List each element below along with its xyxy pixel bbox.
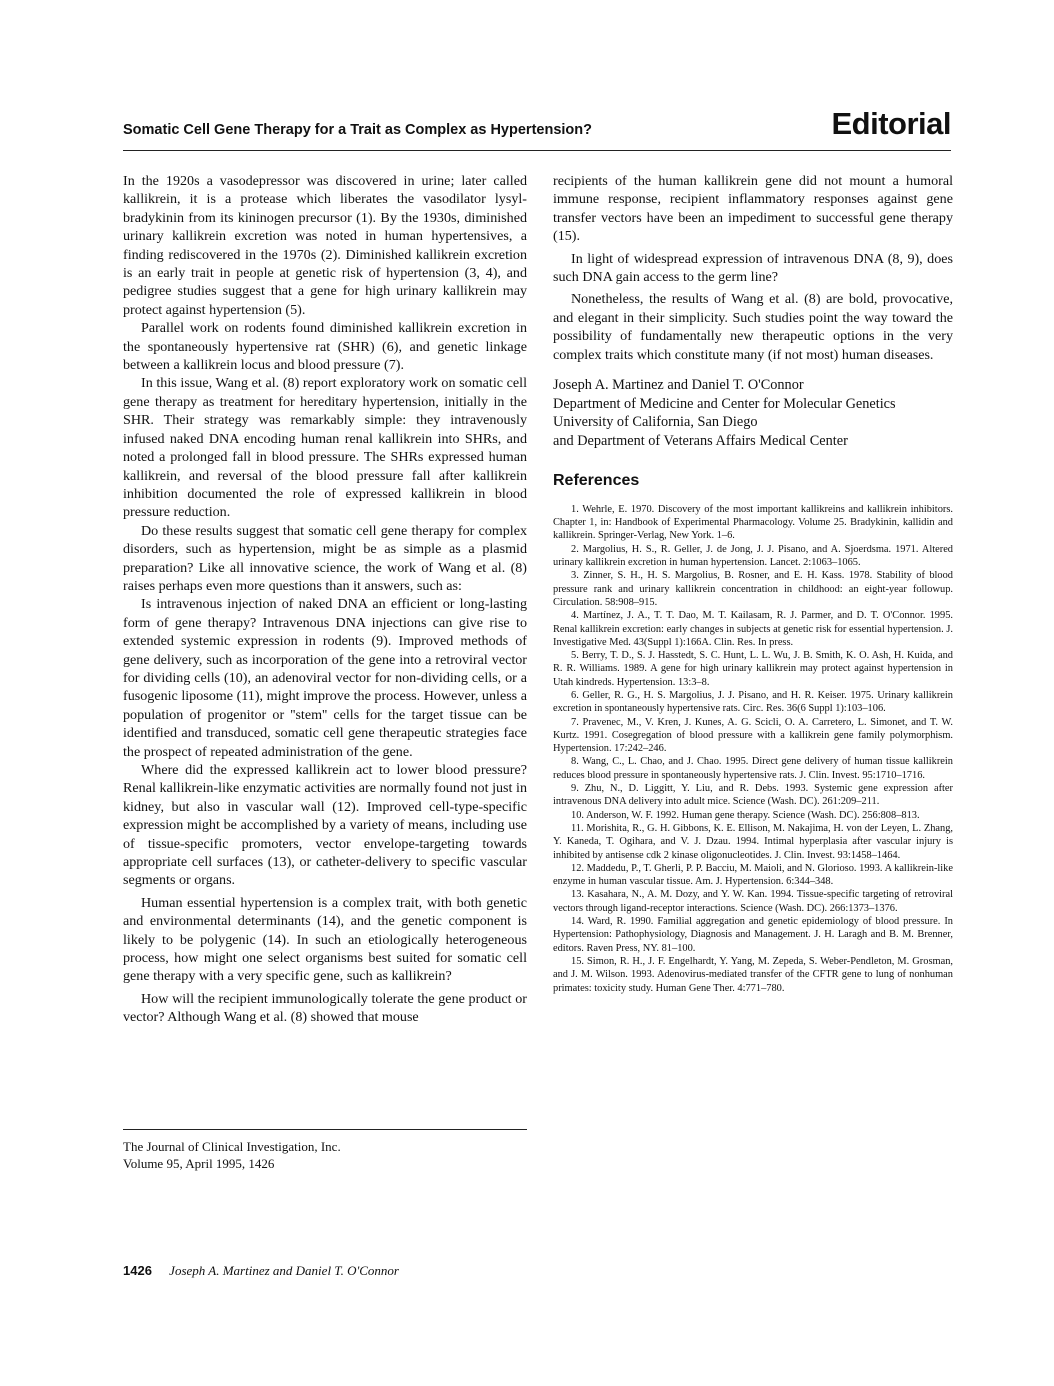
journal-name: The Journal of Clinical Investigation, Inc.	[123, 1139, 341, 1154]
header-rule	[123, 150, 951, 151]
reference-item: 6. Geller, R. G., H. S. Margolius, J. J. Pisano, and H. R. Keiser. 1975. Urinary kallikrein excretion in spontaneously hypertensive rats. Circ. Res. 36(6 Suppl 1):103–106.	[553, 690, 953, 715]
affiliation-line: Department of Medicine and Center for Molecular Genetics	[553, 395, 896, 412]
footnote-rule	[123, 1129, 527, 1130]
journal-volume: Volume 95, April 1995, 1426	[123, 1156, 275, 1171]
reference-item: 1. Wehrle, E. 1970. Discovery of the most important kallikreins and kallikrein inhibitors. Chapter 1, in: Handbook of Experimental Pharmacology. Volume 25. Bradykinin, kallidin and kallikrein. Springer-Verlag, New York. 1–6.	[553, 503, 953, 542]
reference-item: 10. Anderson, W. F. 1992. Human gene therapy. Science (Wash. DC). 256:808–813.	[571, 809, 920, 821]
reference-item: 4. Martínez, J. A., T. T. Dao, M. T. Kailasam, R. J. Parmer, and D. T. O'Connor. 1995. Renal kallikrein excretion: early changes in subjects at genetic risk for essential hypertension. J. Investigative Med. 43(Suppl 1):166A. Clin. Res. In press.	[553, 610, 953, 648]
body-paragraph: In this issue, Wang et al. (8) report exploratory work on somatic cell gene therapy as treatment for hereditary hypertension, initially in the SHR. Their strategy was remarkably simple: they intravenously infused naked DNA encoding human renal kallikrein into SHRs, and noted a prolonged fall in blood pressure. The SHRs expressed human kallikrein, and reversal of the blood pressure fall after kallikrein inhibition documented the role of expressed kallikrein in blood pressure reduction.	[123, 375, 527, 521]
body-paragraph: In the 1920s a vasodepressor was discovered in urine; later called kallikrein, it is a protease which liberates the vasodilator lysyl-bradykinin from its kininogen precursor (1). By the 1930s, diminished urinary kallikrein excretion was noted in human hypertensives, a finding rediscovered in the 1970s (2). Diminished kallikrein excretion is an early trait in people at genetic risk of hypertension (3, 4), and pedigree studies suggest that a gene for high urinary kallikrein may protect against hypertension (5).	[123, 173, 527, 318]
affiliation-line: University of California, San Diego	[553, 414, 758, 431]
body-paragraph: How will the recipient immunologically tolerate the gene product or vector? Although Wang et al. (8) showed that mouse	[123, 990, 527, 1026]
body-paragraph: Do these results suggest that somatic cell gene therapy for complex disorders, such as hypertension, might be as simple as a plasmid preparation? Like all innovative science, the work of Wang et al. (8) raises perhaps even more questions than it answers, such as:	[123, 522, 527, 594]
page-number: 1426	[123, 1263, 152, 1278]
body-paragraph: Is intravenous injection of naked DNA an efficient or long-lasting form of gene therapy? Intravenous DNA injections can give rise to extended systemic expression in rodents (9). Improved methods of gene delivery, such as incorporation of the gene into a retroviral vector for dividing cells (10), an adenoviral vector for non-dividing cells, or a fusogenic liposome (11), might improve the process. However, unless a population of progenitor or ''stem'' cells for the target tissue can be identified and transduced, somatic cell gene therapeutic strategies face the prospect of repeated administration of the gene.	[123, 596, 527, 760]
reference-item: 15. Simon, R. H., J. F. Engelhardt, Y. Yang, M. Zepeda, S. Weber-Pendleton, M. Grosman, and J. M. Wilson. 1993. Adenovirus-mediated transfer of the CFTR gene to lung of nonhuman primates: toxicity study. Human Gene Ther. 4:771–780.	[553, 955, 953, 994]
references-heading: References	[553, 472, 640, 490]
body-paragraph: recipients of the human kallikrein gene did not mount a humoral immune response, recipient inflammatory responses against gene transfer vectors have been an impediment to successful gene therapy (15).	[553, 173, 953, 245]
author-signature	[553, 376, 953, 450]
body-paragraph: Human essential hypertension is a complex trait, with both genetic and environmental determinants (14), and the genetic component is likely to be polygenic (14). In such an etiologically heterogeneous process, how might one select organisms best suited for somatic cell gene therapy with a very specific gene, such as kallikrein?	[123, 894, 527, 985]
author-names: Joseph A. Martinez and Daniel T. O'Connor	[553, 377, 804, 394]
reference-item: 13. Kasahara, N., A. M. Dozy, and Y. W. Kan. 1994. Tissue-specific targeting of retroviral vectors through ligand-receptor interactions. Science (Wash. DC). 266:1373–1376.	[553, 889, 953, 914]
journal-info	[123, 1138, 341, 1172]
footer-authors: Joseph A. Martinez and Daniel T. O'Connor	[169, 1263, 399, 1278]
reference-item: 9. Zhu, N., D. Liggitt, Y. Liu, and R. Debs. 1993. Systemic gene expression after intravenous DNA delivery into adult mice. Science (Wash. DC). 261:209–211.	[553, 783, 953, 808]
reference-item: 7. Pravenec, M., V. Kren, J. Kunes, A. G. Scicli, O. A. Carretero, L. Simonet, and T. W. Kurtz. 1991. Cosegregation of blood pressure with a kallikrein gene family polymorphism. Hypertension. 17:242–246.	[553, 716, 953, 755]
reference-item: 8. Wang, C., L. Chao, and J. Chao. 1995. Direct gene delivery of human tissue kallikrein reduces blood pressure in spontaneously hypertensive rats. J. Clin. Invest. 95:1710–1716.	[553, 756, 953, 781]
body-paragraph: Parallel work on rodents found diminished kallikrein excretion in the spontaneously hypertensive rat (SHR) (6), and genetic linkage between a kallikrein locus and blood pressure (7).	[123, 320, 527, 374]
section-label: Editorial	[831, 106, 951, 141]
body-paragraph: Where did the expressed kallikrein act to lower blood pressure? Renal kallikrein-like enzymatic activities are normally found not just in kidney, but also in vascular wall (12). Improved cell-type-specific expression might be accomplished by a variety of means, including use of tissue-specific promoters, vector envelope-targeting towards appropriate cell surfaces (13), or catheter-delivery to specific vascular segments or organs.	[123, 762, 527, 889]
body-paragraph: In light of widespread expression of intravenous DNA (8, 9), does such DNA gain access to the germ line?	[553, 250, 953, 286]
reference-item: 3. Zinner, S. H., H. S. Margolius, B. Rosner, and E. H. Kass. 1978. Stability of blood pressure rank and urinary kallikrein concentration in childhood: an eight-year followup. Circulation. 58:908–915.	[553, 570, 953, 608]
reference-item: 11. Morishita, R., G. H. Gibbons, K. E. Ellison, M. Nakajima, H. von der Leyen, L. Zhang, Y. Kaneda, T. Ogihara, and V. J. Dzau. 1994. Intimal hyperplasia after vascular injury is inhibited by antisense cdk 2 kinase oligonucleotides. J. Clin. Invest. 93:1458–1464.	[553, 822, 953, 861]
reference-item: 14. Ward, R. 1990. Familial aggregation and genetic epidemiology of blood pressure. In Hypertension: Pathophysiology, Diagnosis and Management. J. H. Laragh and B. M. Brenner, editors. Raven Press, NY. 81–100.	[553, 916, 953, 954]
reference-list	[553, 503, 953, 995]
reference-item: 12. Maddedu, P., T. Gherli, P. P. Bacciu, M. Maioli, and N. Glorioso. 1993. A kallikrein-like enzyme in human vascular tissue. Am. J. Hypertension. 6:344–348.	[553, 862, 953, 888]
running-header	[123, 102, 951, 142]
left-column	[123, 172, 527, 1027]
affiliation-line: and Department of Veterans Affairs Medical Center	[553, 432, 848, 449]
page-footer	[123, 1263, 399, 1279]
right-column	[553, 172, 953, 995]
body-paragraph: Nonetheless, the results of Wang et al. (8) are bold, provocative, and elegant in their simplicity. Such studies point the way toward the possibility of fundamentally new therapeutic options in the very complex traits which constitute many (if not most) human diseases.	[553, 291, 953, 363]
article-title: Somatic Cell Gene Therapy for a Trait as Complex as Hypertension?	[123, 122, 592, 138]
reference-item: 5. Berry, T. D., S. J. Hasstedt, S. C. Hunt, L. L. Wu, J. B. Smith, K. O. Ash, H. Kuida, and R. R. Williams. 1989. A gene for high urinary kallikrein may protect against hypertension in Utah kindreds. Hypertension. 13:3–8.	[553, 650, 953, 688]
reference-item: 2. Margolius, H. S., R. Geller, J. de Jong, J. J. Pisano, and A. Sjoerdsma. 1971. Altered urinary kallikrein excretion in human hypertension. Lancet. 2:1063–1065.	[553, 543, 953, 569]
